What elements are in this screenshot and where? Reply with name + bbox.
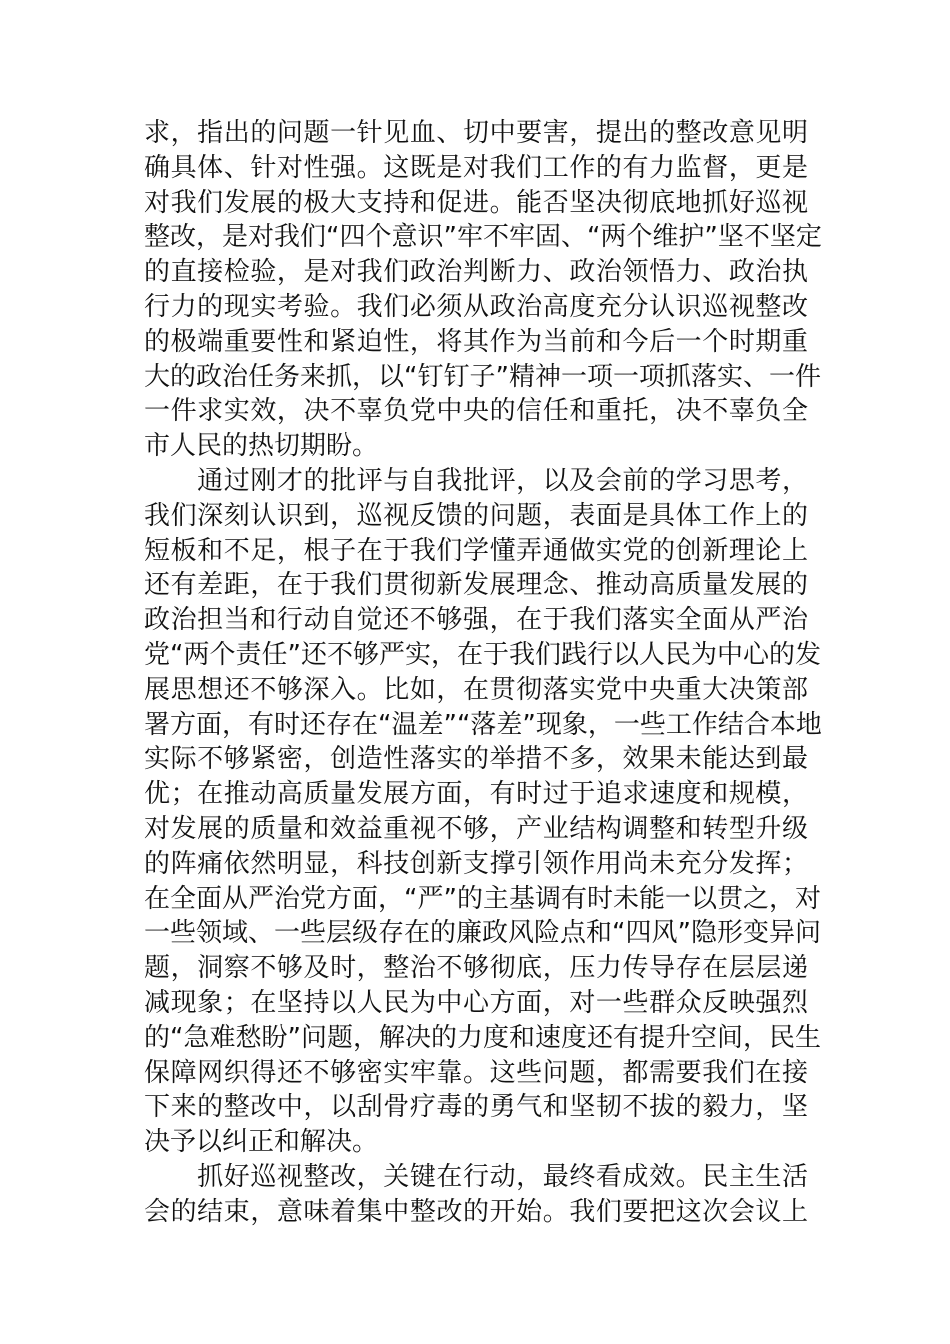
text-line: 的极端重要性和紧迫性，将其作为当前和今后一个时期重 [144, 326, 808, 357]
text-line: 整改，是对我们“四个意识”牢不牢固、“两个维护”坚不坚定 [144, 222, 822, 253]
text-line: 题，洞察不够及时，整治不够彻底，压力传导存在层层递 [144, 953, 808, 984]
text-line: 政治担当和行动自觉还不够强，在于我们落实全面从严治 [144, 605, 808, 636]
text-line: 的阵痛依然明显，科技创新支撑引领作用尚未充分发挥； [144, 848, 808, 879]
text-line: 展思想还不够深入。比如，在贯彻落实党中央重大决策部 [144, 674, 808, 705]
text-line: 的直接检验，是对我们政治判断力、政治领悟力、政治执 [144, 257, 808, 288]
text-line: 保障网织得还不够密实牢靠。这些问题，都需要我们在接 [144, 1057, 808, 1088]
text-line: 市人民的热切期盼。 [144, 431, 379, 462]
text-line: 求，指出的问题一针见血、切中要害，提出的整改意见明 [144, 118, 808, 148]
body-text [144, 116, 822, 1230]
text-line: 决予以纠正和解决。 [144, 1127, 379, 1158]
text-line: 通过刚才的批评与自我批评，以及会前的学习思考， [144, 465, 808, 496]
text-line: 一些领域、一些层级存在的廉政风险点和“四风”隐形变异问 [144, 918, 821, 949]
text-line: 实际不够紧密，创造性落实的举措不多，效果未能达到最 [144, 744, 808, 775]
text-line: 对我们发展的极大支持和促进。能否坚决彻底地抓好巡视 [144, 187, 808, 218]
text-line: 党“两个责任”还不够严实，在于我们践行以人民为中心的发 [144, 639, 821, 670]
text-line: 在全面从严治党方面，“严”的主基调有时未能一以贯之，对 [144, 883, 821, 914]
text-line: 减现象；在坚持以人民为中心方面，对一些群众反映强烈 [144, 987, 808, 1018]
text-line: 还有差距，在于我们贯彻新发展理念、推动高质量发展的 [144, 570, 808, 601]
text-line: 确具体、针对性强。这既是对我们工作的有力监督，更是 [144, 152, 808, 183]
text-line: 短板和不足，根子在于我们学懂弄通做实党的创新理论上 [144, 535, 808, 566]
text-line: 行力的现实考验。我们必须从政治高度充分认识巡视整改 [144, 291, 808, 322]
text-line: 一件求实效，决不辜负党中央的信任和重托，决不辜负全 [144, 396, 808, 427]
text-line: 会的结束，意味着集中整改的开始。我们要把这次会议上 [144, 1196, 808, 1227]
text-line: 对发展的质量和效益重视不够，产业结构调整和转型升级 [144, 813, 808, 844]
text-line: 大的政治任务来抓，以“钉钉子”精神一项一项抓落实、一件 [144, 361, 821, 392]
text-line: 抓好巡视整改，关键在行动，最终看成效。民主生活 [144, 1161, 808, 1192]
text-line: 署方面，有时还存在“温差”“落差”现象，一些工作结合本地 [144, 709, 822, 740]
text-line: 的“急难愁盼”问题，解决的力度和速度还有提升空间，民生 [144, 1022, 821, 1053]
text-line: 我们深刻认识到，巡视反馈的问题，表面是具体工作上的 [144, 500, 808, 531]
text-line: 优；在推动高质量发展方面，有时过于追求速度和规模， [144, 779, 808, 810]
text-line: 下来的整改中，以刮骨疗毒的勇气和坚韧不拔的毅力，坚 [144, 1092, 808, 1123]
